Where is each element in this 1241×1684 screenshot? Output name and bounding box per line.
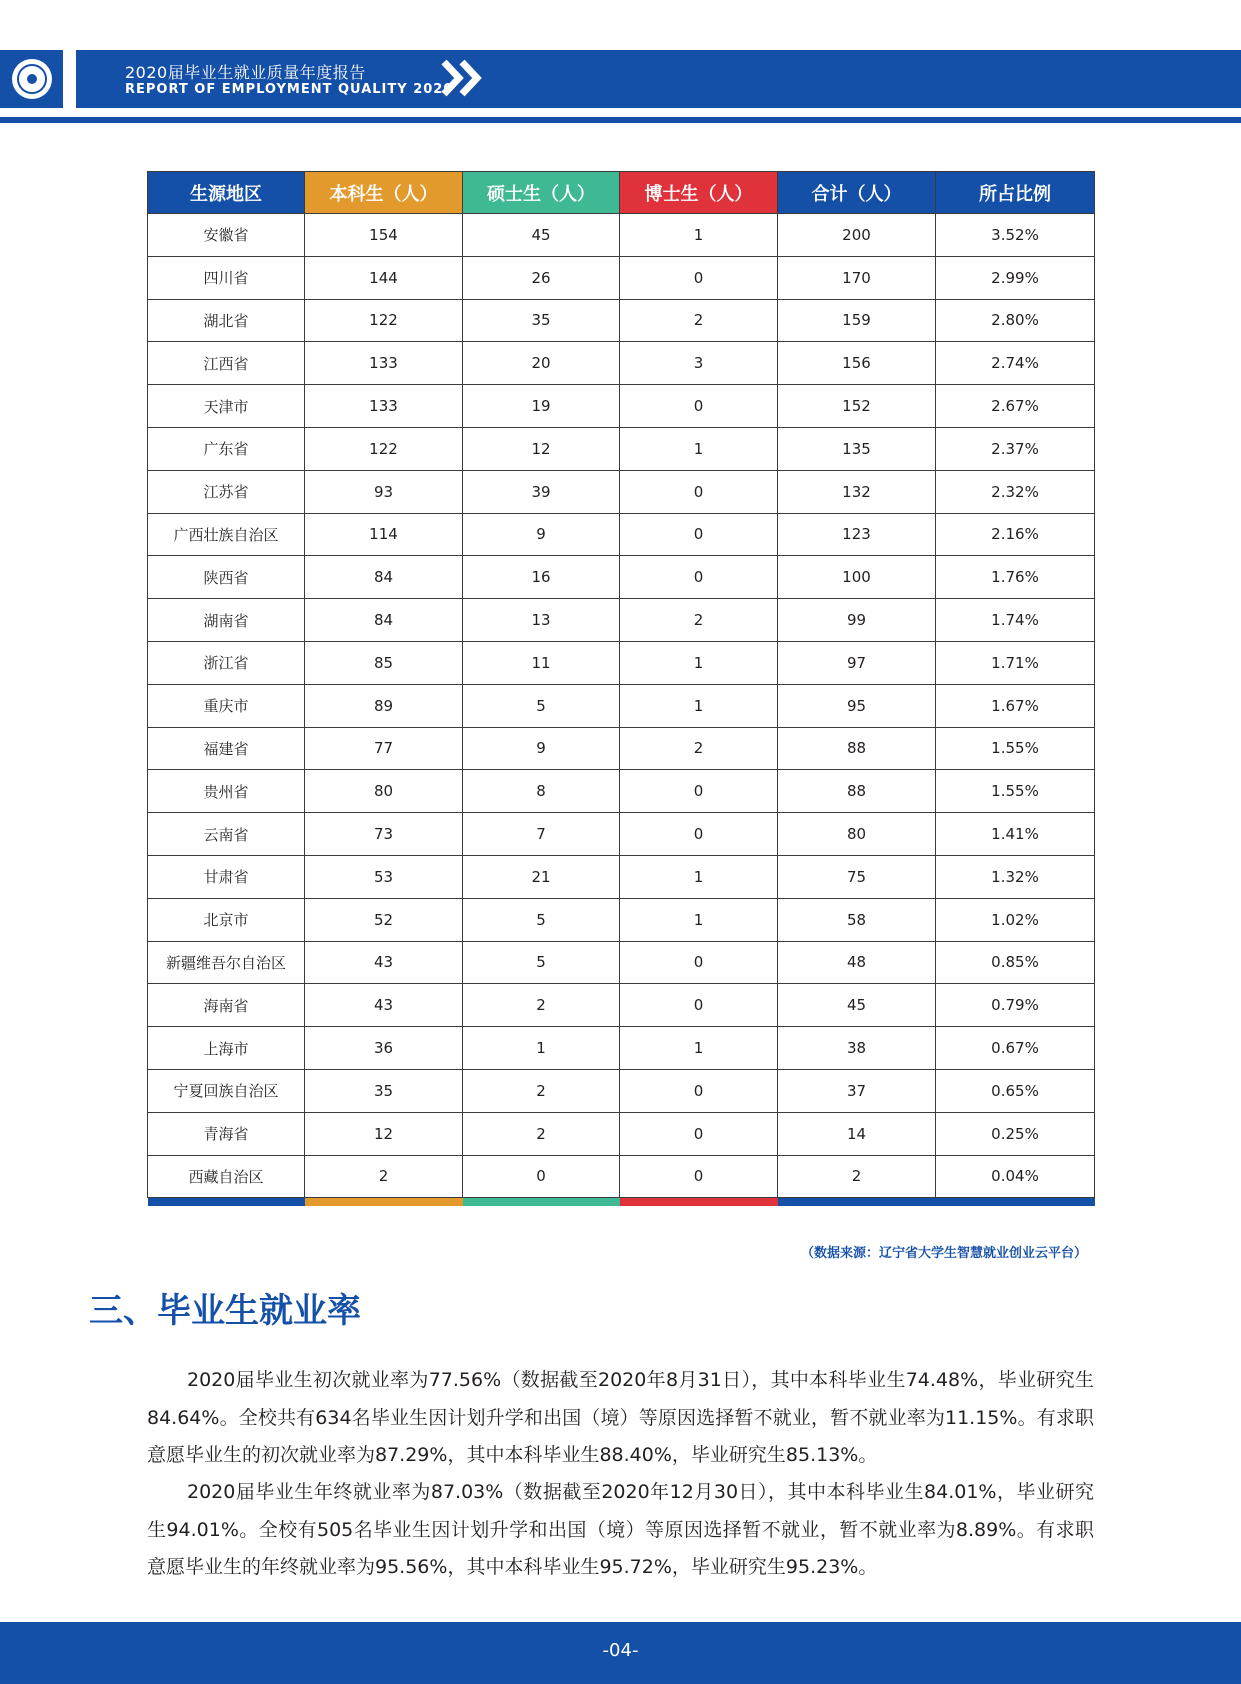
table-footer-bar-segment (936, 1198, 1095, 1207)
doctor-cell: 1 (620, 214, 778, 257)
doctor-cell: 1 (620, 1027, 778, 1070)
doctor-cell: 0 (620, 1112, 778, 1155)
total-cell: 37 (778, 1069, 936, 1112)
ratio-cell: 0.67% (936, 1027, 1095, 1070)
ratio-cell: 1.02% (936, 898, 1095, 941)
bachelor-cell: 89 (305, 684, 463, 727)
doctor-cell: 1 (620, 898, 778, 941)
table-row (148, 1155, 1095, 1198)
master-cell: 12 (463, 427, 620, 470)
table-footer-bar-segment (148, 1198, 305, 1207)
table-row (148, 214, 1095, 257)
total-cell: 45 (778, 984, 936, 1027)
total-cell: 2 (778, 1155, 936, 1198)
bachelor-cell: 122 (305, 427, 463, 470)
table-row (148, 385, 1095, 428)
ratio-cell: 1.32% (936, 855, 1095, 898)
table-row (148, 770, 1095, 813)
total-cell: 135 (778, 427, 936, 470)
logo (0, 50, 63, 108)
bachelor-cell: 133 (305, 385, 463, 428)
ratio-cell: 2.32% (936, 470, 1095, 513)
table-row (148, 641, 1095, 684)
region-cell: 青海省 (148, 1112, 305, 1155)
total-cell: 58 (778, 898, 936, 941)
table-row (148, 813, 1095, 856)
region-cell: 江西省 (148, 342, 305, 385)
bachelor-cell: 114 (305, 513, 463, 556)
region-cell: 重庆市 (148, 684, 305, 727)
ratio-cell: 3.52% (936, 214, 1095, 257)
master-cell: 45 (463, 214, 620, 257)
total-cell: 170 (778, 256, 936, 299)
master-cell: 11 (463, 641, 620, 684)
bachelor-cell: 144 (305, 256, 463, 299)
paragraph-initial-employment: 2020届毕业生初次就业率为77.56%（数据截至2020年8月31日），其中本科毕业生74.48%，毕业研究生84.64%。全校共有634名毕业生因计划升学和出国（境）等原因选择暂不就业，暂不就业率为11.15%。有求职意愿毕业生的初次就业率为87.29%，其中本科毕业生88.40%，毕业研究生85.13%。 (147, 1369, 1094, 1466)
table-row (148, 855, 1095, 898)
doctor-cell: 0 (620, 256, 778, 299)
bachelor-cell: 80 (305, 770, 463, 813)
total-cell: 48 (778, 941, 936, 984)
region-cell: 浙江省 (148, 641, 305, 684)
master-cell: 13 (463, 599, 620, 642)
doctor-cell: 0 (620, 941, 778, 984)
ratio-cell: 2.16% (936, 513, 1095, 556)
doctor-cell: 2 (620, 727, 778, 770)
region-cell: 云南省 (148, 813, 305, 856)
column-header-region: 生源地区 (148, 172, 305, 214)
table-row (148, 556, 1095, 599)
column-header-ratio: 所占比例 (936, 172, 1095, 214)
table-row (148, 599, 1095, 642)
table-row (148, 1069, 1095, 1112)
ratio-cell: 1.55% (936, 770, 1095, 813)
table-row (148, 684, 1095, 727)
ratio-cell: 2.67% (936, 385, 1095, 428)
region-cell: 宁夏回族自治区 (148, 1069, 305, 1112)
table-footer-bar-segment (305, 1198, 463, 1207)
bachelor-cell: 43 (305, 984, 463, 1027)
total-cell: 14 (778, 1112, 936, 1155)
double-chevron-right-icon (440, 58, 486, 102)
total-cell: 88 (778, 727, 936, 770)
master-cell: 2 (463, 984, 620, 1027)
ratio-cell: 0.65% (936, 1069, 1095, 1112)
table-row (148, 299, 1095, 342)
table-footer-bar (148, 1198, 1095, 1207)
table-footer-bar-segment (778, 1198, 936, 1207)
section-heading: 三、毕业生就业率 (89, 1291, 361, 1331)
total-cell: 38 (778, 1027, 936, 1070)
table-body (148, 214, 1095, 1207)
total-cell: 97 (778, 641, 936, 684)
doctor-cell: 1 (620, 855, 778, 898)
master-cell: 1 (463, 1027, 620, 1070)
doctor-cell: 0 (620, 1069, 778, 1112)
table-footer-bar-segment (463, 1198, 620, 1207)
master-cell: 5 (463, 898, 620, 941)
total-cell: 88 (778, 770, 936, 813)
region-cell: 四川省 (148, 256, 305, 299)
table-row (148, 256, 1095, 299)
ratio-cell: 1.76% (936, 556, 1095, 599)
master-cell: 26 (463, 256, 620, 299)
total-cell: 99 (778, 599, 936, 642)
bachelor-cell: 93 (305, 470, 463, 513)
doctor-cell: 2 (620, 599, 778, 642)
table-row (148, 941, 1095, 984)
bachelor-cell: 35 (305, 1069, 463, 1112)
university-seal-icon (12, 59, 52, 99)
ratio-cell: 0.85% (936, 941, 1095, 984)
total-cell: 75 (778, 855, 936, 898)
region-cell: 海南省 (148, 984, 305, 1027)
paragraph-final-employment: 2020届毕业生年终就业率为87.03%（数据截至2020年12月30日），其中本科毕业生84.01%，毕业研究生94.01%。全校有505名毕业生因计划升学和出国（境）等原因选择暂不就业，暂不就业率为8.89%。有求职意愿毕业生的年终就业率为95.56%，其中本科毕业生95.72%，毕业研究生95.23%。 (147, 1481, 1094, 1578)
region-cell: 新疆维吾尔自治区 (148, 941, 305, 984)
bachelor-cell: 84 (305, 599, 463, 642)
doctor-cell: 0 (620, 984, 778, 1027)
region-cell: 贵州省 (148, 770, 305, 813)
table-header-row (148, 172, 1095, 214)
doctor-cell: 1 (620, 684, 778, 727)
master-cell: 2 (463, 1069, 620, 1112)
ratio-cell: 2.74% (936, 342, 1095, 385)
total-cell: 156 (778, 342, 936, 385)
doctor-cell: 2 (620, 299, 778, 342)
master-cell: 19 (463, 385, 620, 428)
page-number: -04- (602, 1640, 639, 1661)
column-header-doctor: 博士生（人） (620, 172, 778, 214)
ratio-cell: 1.71% (936, 641, 1095, 684)
region-cell: 天津市 (148, 385, 305, 428)
total-cell: 132 (778, 470, 936, 513)
bachelor-cell: 122 (305, 299, 463, 342)
bachelor-cell: 43 (305, 941, 463, 984)
bachelor-cell: 52 (305, 898, 463, 941)
master-cell: 0 (463, 1155, 620, 1198)
ratio-cell: 1.67% (936, 684, 1095, 727)
ratio-cell: 0.25% (936, 1112, 1095, 1155)
master-cell: 16 (463, 556, 620, 599)
master-cell: 9 (463, 513, 620, 556)
master-cell: 2 (463, 1112, 620, 1155)
master-cell: 20 (463, 342, 620, 385)
table-footer-bar-segment (620, 1198, 778, 1207)
bachelor-cell: 53 (305, 855, 463, 898)
master-cell: 21 (463, 855, 620, 898)
master-cell: 9 (463, 727, 620, 770)
doctor-cell: 0 (620, 385, 778, 428)
total-cell: 200 (778, 214, 936, 257)
region-cell: 北京市 (148, 898, 305, 941)
bachelor-cell: 36 (305, 1027, 463, 1070)
total-cell: 159 (778, 299, 936, 342)
region-cell: 广东省 (148, 427, 305, 470)
master-cell: 39 (463, 470, 620, 513)
table-row (148, 470, 1095, 513)
table-row (148, 727, 1095, 770)
master-cell: 5 (463, 941, 620, 984)
origin-region-table (147, 171, 1095, 1206)
ratio-cell: 2.99% (936, 256, 1095, 299)
report-title-en: REPORT OF EMPLOYMENT QUALITY 2020 (125, 82, 454, 97)
master-cell: 5 (463, 684, 620, 727)
ratio-cell: 2.80% (936, 299, 1095, 342)
master-cell: 7 (463, 813, 620, 856)
doctor-cell: 0 (620, 556, 778, 599)
doctor-cell: 0 (620, 770, 778, 813)
region-cell: 安徽省 (148, 214, 305, 257)
bachelor-cell: 73 (305, 813, 463, 856)
table-row (148, 898, 1095, 941)
bachelor-cell: 12 (305, 1112, 463, 1155)
bachelor-cell: 154 (305, 214, 463, 257)
bachelor-cell: 85 (305, 641, 463, 684)
table-row (148, 513, 1095, 556)
region-cell: 甘肃省 (148, 855, 305, 898)
master-cell: 8 (463, 770, 620, 813)
total-cell: 123 (778, 513, 936, 556)
total-cell: 152 (778, 385, 936, 428)
data-source-note: （数据来源：辽宁省大学生智慧就业创业云平台） (800, 1246, 1087, 1261)
ratio-cell: 2.37% (936, 427, 1095, 470)
doctor-cell: 0 (620, 470, 778, 513)
bachelor-cell: 84 (305, 556, 463, 599)
header-underline (0, 117, 1241, 123)
bachelor-cell: 2 (305, 1155, 463, 1198)
region-cell: 广西壮族自治区 (148, 513, 305, 556)
report-title-cn: 2020届毕业生就业质量年度报告 (125, 63, 366, 82)
column-header-bachelor: 本科生（人） (305, 172, 463, 214)
bachelor-cell: 133 (305, 342, 463, 385)
doctor-cell: 1 (620, 427, 778, 470)
column-header-master: 硕士生（人） (463, 172, 620, 214)
total-cell: 100 (778, 556, 936, 599)
table-row (148, 427, 1095, 470)
total-cell: 80 (778, 813, 936, 856)
header-divider (63, 50, 76, 108)
region-cell: 西藏自治区 (148, 1155, 305, 1198)
region-cell: 湖南省 (148, 599, 305, 642)
ratio-cell: 1.74% (936, 599, 1095, 642)
table-row (148, 984, 1095, 1027)
master-cell: 35 (463, 299, 620, 342)
region-cell: 江苏省 (148, 470, 305, 513)
region-cell: 湖北省 (148, 299, 305, 342)
table-row (148, 342, 1095, 385)
doctor-cell: 0 (620, 513, 778, 556)
bachelor-cell: 77 (305, 727, 463, 770)
doctor-cell: 3 (620, 342, 778, 385)
region-cell: 陕西省 (148, 556, 305, 599)
column-header-total: 合计（人） (778, 172, 936, 214)
total-cell: 95 (778, 684, 936, 727)
ratio-cell: 0.79% (936, 984, 1095, 1027)
doctor-cell: 0 (620, 1155, 778, 1198)
region-cell: 福建省 (148, 727, 305, 770)
table-row (148, 1027, 1095, 1070)
region-cell: 上海市 (148, 1027, 305, 1070)
ratio-cell: 1.55% (936, 727, 1095, 770)
ratio-cell: 1.41% (936, 813, 1095, 856)
ratio-cell: 0.04% (936, 1155, 1095, 1198)
table-row (148, 1112, 1095, 1155)
doctor-cell: 1 (620, 641, 778, 684)
doctor-cell: 0 (620, 813, 778, 856)
